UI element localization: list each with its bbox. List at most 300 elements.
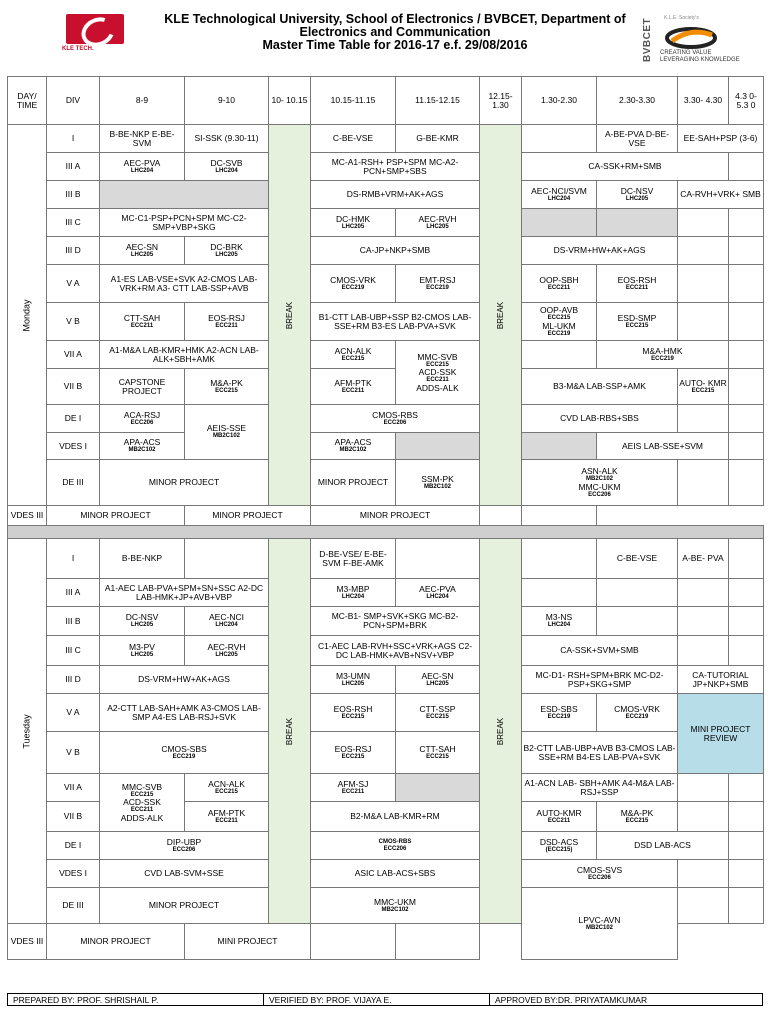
col-header-9-10: 9-10: [185, 77, 269, 125]
room-label: ECC215: [426, 361, 449, 368]
room-label: ECC219: [547, 713, 571, 720]
class-cell: C1-AEC LAB-RVH+SSC+VRK+AGS C2-DC LAB-HMK+AVB+NSV+VBP: [311, 636, 480, 666]
div-cell: III C: [47, 636, 100, 666]
div-cell: VII A: [47, 774, 100, 802]
class-cell: MC-A1-RSH+ PSP+SPM MC-A2- PCN+SMP+SBS: [311, 153, 480, 181]
class-cell: EMT-RSJ ECC219: [396, 265, 480, 303]
bvbcet-logo-vertical-text: BVBCET: [642, 17, 653, 63]
div-cell: VII B: [47, 802, 100, 832]
room-label: MB2C102: [585, 476, 613, 482]
class-cell: APA-ACS MB2C102: [100, 433, 185, 460]
empty-cell: [522, 539, 597, 579]
room-label: ECC219: [341, 284, 365, 291]
div-cell: I: [47, 539, 100, 579]
class-cell: A-BE- PVA: [678, 539, 729, 579]
class-cell: AEC-SN LHC205: [396, 666, 480, 694]
class-cell: DC-NSV LHC205: [100, 607, 185, 636]
page-header: [0, 0, 768, 76]
empty-cell: [678, 888, 729, 924]
empty-cell: [729, 369, 764, 405]
room-label: MB2C102: [339, 447, 367, 454]
room-label: LHC204: [341, 593, 365, 600]
empty-cell: [729, 539, 764, 579]
table-row: [8, 303, 764, 341]
bvbcet-logo-small-text: K.L.E. Society's: [664, 15, 699, 21]
room-label: ECC215: [130, 791, 154, 798]
verified-by: VERIFIED BY: PROF. VIJAYA E.: [264, 994, 490, 1006]
class-cell: AFM-PTK ECC211: [185, 802, 269, 832]
class-cell: DS-VRM+HW+AK+AGS: [522, 237, 678, 265]
empty-cell: [729, 860, 764, 888]
table-row: [8, 460, 764, 506]
class-cell: EOS-RSH ECC215: [311, 694, 396, 732]
class-cell: AEC-RVH LHC205: [396, 209, 480, 237]
class-cell: LPVC-AVN MB2C102: [522, 888, 678, 960]
class-cell: DS-VRM+HW+AK+AGS: [100, 666, 269, 694]
div-cell: III A: [47, 153, 100, 181]
room-label: MB2C102: [212, 433, 240, 440]
room-label: LHC205: [426, 223, 449, 230]
div-cell: V B: [47, 303, 100, 341]
class-cell: ASN-ALK MB2C102 MMC-UKM ECC206: [522, 460, 678, 506]
class-cell: DC-NSV LHC205: [597, 181, 678, 209]
empty-cell: [729, 433, 764, 460]
empty-cell: [729, 209, 764, 237]
table-row: [8, 237, 764, 265]
room-label: ECC211: [130, 807, 154, 813]
class-cell: OOP-AVB ECC215 ML-UKM ECC219: [522, 303, 597, 341]
room-label: ECC206: [383, 419, 407, 426]
div-cell: DE I: [47, 832, 100, 860]
class-cell: ACN-ALK ECC215: [185, 774, 269, 802]
approved-by: APPROVED BY:DR. PRIYATAMKUMAR: [490, 994, 763, 1006]
empty-cell: [729, 237, 764, 265]
class-cell: MINOR PROJECT: [185, 506, 311, 526]
empty-cell: [522, 579, 597, 607]
class-cell: AEC-NCI/SVM LHC204: [522, 181, 597, 209]
room-label: ECC211: [547, 284, 571, 291]
class-cell: MMC-SVB ECC215 ACD-SSK ECC211 ADDS-ALK: [100, 774, 185, 832]
room-label: LHC204: [426, 593, 449, 600]
class-cell: CTT-SAH ECC211: [100, 303, 185, 341]
class-cell: EOS-RSJ ECC215: [311, 732, 396, 774]
class-cell: DSD-ACS (ECC215): [522, 832, 597, 860]
div-cell: DE III: [47, 460, 100, 506]
table-row: [8, 774, 764, 802]
col-header-div: DIV: [47, 77, 100, 125]
room-label: ECC211: [215, 322, 238, 329]
break-column-lunch: [480, 539, 522, 924]
room-label: MB2C102: [423, 483, 451, 490]
room-label: ECC215: [341, 355, 365, 362]
empty-cell: [396, 539, 480, 579]
class-cell: CMOS-SVS ECC206: [522, 860, 678, 888]
room-label: ECC211: [547, 817, 571, 824]
class-cell: ASIC LAB-ACS+SBS: [311, 860, 480, 888]
class-cell: MC-B1- SMP+SVK+SKG MC-B2- PCN+SPM+BRK: [311, 607, 480, 636]
class-cell: G-BE-KMR: [396, 125, 480, 153]
room-label: ECC206: [588, 874, 611, 881]
class-cell: AEIS LAB-SSE+SVM: [597, 433, 729, 460]
bvbcet-swirl-icon: [662, 25, 720, 51]
table-row: [8, 694, 764, 732]
table-row: [8, 209, 764, 237]
class-cell: MMC-UKM MB2C102: [311, 888, 480, 924]
div-cell: III B: [47, 607, 100, 636]
class-cell: SSM-PK MB2C102: [396, 460, 480, 506]
room-label: LHC205: [130, 622, 154, 629]
empty-cell: [678, 209, 729, 237]
empty-cell: [729, 636, 764, 666]
class-cell: A1-ACN LAB- SBH+AMK A4-M&A LAB-RSJ+SSP: [522, 774, 678, 802]
title-line-3: Master Time Table for 2016-17 e.f. 29/08/2016: [262, 38, 528, 52]
day-label-monday: Monday: [21, 298, 32, 332]
table-row: [8, 888, 764, 924]
col-header-130-230: 1.30-2.30: [522, 77, 597, 125]
empty-cell: [729, 265, 764, 303]
class-cell: CA-TUTORIAL JP+NKP+SMB: [678, 666, 764, 694]
empty-cell: [678, 774, 729, 802]
empty-cell: [678, 265, 729, 303]
class-cell: M3-NS LHC204: [522, 607, 597, 636]
class-cell: DS-RMB+VRM+AK+AGS: [311, 181, 480, 209]
bvbcet-logo: [642, 13, 762, 69]
room-label: LHC205: [341, 223, 365, 230]
class-cell: DIP-UBP ECC206: [100, 832, 269, 860]
empty-cell: [729, 888, 764, 924]
class-cell: AEIS-SSE MB2C102: [185, 405, 269, 460]
empty-cell: [729, 303, 764, 341]
class-cell: B-BE-NKP: [100, 539, 185, 579]
empty-cell: [678, 636, 729, 666]
empty-cell: [396, 433, 480, 460]
table-row: [8, 666, 764, 694]
class-cell: AEC-PVA LHC204: [100, 153, 185, 181]
empty-cell: [678, 460, 729, 506]
day-label-tuesday: Tuesday: [21, 713, 32, 749]
room-label: ECC215: [547, 315, 571, 321]
div-cell: III A: [47, 579, 100, 607]
empty-cell: [678, 579, 729, 607]
empty-cell: [100, 181, 269, 209]
room-label: ECC219: [426, 284, 449, 291]
class-cell: DSD LAB-ACS: [597, 832, 729, 860]
class-cell: B1-CTT LAB-UBP+SSP B2-CMOS LAB-SSE+RM B3-ES LAB-PVA+SVK: [311, 303, 480, 341]
div-cell: VDES I: [47, 433, 100, 460]
room-label: ECC215: [341, 753, 365, 760]
room-label: ECC211: [341, 387, 365, 394]
class-cell: CMOS-SBS ECC219: [100, 732, 269, 774]
table-row: [8, 732, 764, 774]
empty-cell: [522, 209, 597, 237]
empty-cell: [185, 539, 269, 579]
class-cell: CMOS-RBS ECC206: [311, 405, 480, 433]
class-cell: AFM-PTK ECC211: [311, 369, 396, 405]
col-header-1115-1215: 11.15-12.15: [396, 77, 480, 125]
empty-cell: [311, 924, 396, 960]
room-label: ECC215: [691, 387, 715, 394]
class-cell: SI-SSK (9.30-11): [185, 125, 269, 153]
class-cell: DC-SVB LHC204: [185, 153, 269, 181]
empty-cell: [678, 303, 729, 341]
table-row: [8, 125, 764, 153]
room-label: ECC219: [651, 355, 674, 362]
kle-tech-logo: [62, 14, 128, 64]
class-cell: MMC-SVB ECC215 ACD-SSK ECC211 ADDS-ALK: [396, 341, 480, 405]
empty-cell: [729, 153, 764, 181]
class-cell: M3-UMN LHC205: [311, 666, 396, 694]
class-cell: A-BE-PVA D-BE-VSE: [597, 125, 678, 153]
kle-logo-mark-icon: [66, 14, 124, 44]
bvbcet-tagline-2: LEVERAGING KNOWLEDGE: [660, 57, 740, 63]
col-header-430-530: 4.3 0- 5.3 0: [729, 77, 764, 125]
room-label: ECC211: [341, 788, 365, 795]
break-column-morning: [269, 539, 311, 924]
room-label: ECC215: [625, 322, 649, 329]
day-cell-tuesday: [8, 539, 47, 924]
class-cell: MINI PROJECT: [185, 924, 311, 960]
div-cell: III C: [47, 209, 100, 237]
class-cell: MINOR PROJECT: [100, 888, 269, 924]
empty-cell: [396, 774, 480, 802]
table-row: [8, 636, 764, 666]
empty-cell: [522, 433, 597, 460]
table-row: [8, 832, 764, 860]
room-label: LHC204: [547, 195, 571, 202]
class-cell: OOP-SBH ECC211: [522, 265, 597, 303]
div-cell: VDES I: [47, 860, 100, 888]
header-row: [8, 77, 764, 125]
class-cell: CMOS-RBS ECC206: [311, 832, 480, 860]
room-label: LHC205: [130, 651, 154, 658]
break-column-lunch: [480, 125, 522, 506]
room-label: ECC211: [426, 377, 449, 383]
class-cell: AEC-PVA LHC204: [396, 579, 480, 607]
div-cell: V A: [47, 265, 100, 303]
class-cell: M3-MBP LHC204: [311, 579, 396, 607]
class-cell: CA-SSK+RM+SMB: [522, 153, 729, 181]
class-cell: ACN-ALK ECC215: [311, 341, 396, 369]
div-cell: III D: [47, 237, 100, 265]
empty-cell: [729, 460, 764, 506]
class-cell: A1-M&A LAB-KMR+HMK A2-ACN LAB-ALK+SBH+AMK: [100, 341, 269, 369]
class-cell: CTT-SSP ECC215: [396, 694, 480, 732]
class-cell: M3-PV LHC205: [100, 636, 185, 666]
class-cell: MINOR PROJECT: [311, 460, 396, 506]
class-cell: M&A-HMK ECC219: [597, 341, 729, 369]
div-cell: DE III: [47, 888, 100, 924]
break-label: BREAK: [285, 717, 294, 745]
room-label: MB2C102: [128, 447, 156, 454]
div-cell: V B: [47, 732, 100, 774]
class-cell: EOS-RSH ECC211: [597, 265, 678, 303]
class-cell: ESD-SMP ECC215: [597, 303, 678, 341]
class-cell: MC-D1- RSH+SPM+BRK MC-D2- PSP+SKG+SMP: [522, 666, 678, 694]
table-row: [8, 405, 764, 433]
class-cell: CA-JP+NKP+SMB: [311, 237, 480, 265]
empty-cell: [729, 341, 764, 369]
empty-cell: [480, 506, 522, 526]
class-cell: APA-ACS MB2C102: [311, 433, 396, 460]
class-cell: DC-BRK LHC205: [185, 237, 269, 265]
kle-logo-text: KLE TECH.: [62, 46, 94, 52]
room-label: MB2C102: [381, 906, 409, 913]
class-cell: B2-CTT LAB-UBP+AVB B3-CMOS LAB-SSE+RM B4-ES LAB-PVA+SVK: [522, 732, 678, 774]
table-row: [8, 369, 764, 405]
class-cell: M&A-PK ECC215: [597, 802, 678, 832]
break-column-morning: [269, 125, 311, 506]
page-title: [150, 13, 640, 52]
div-cell: DE I: [47, 405, 100, 433]
break-label: BREAK: [496, 717, 505, 745]
class-cell: AEC-RVH LHC205: [185, 636, 269, 666]
empty-cell: [678, 860, 729, 888]
class-cell: A1-AEC LAB-PVA+SPM+SN+SSC A2-DC LAB-HMK+JP+AVB+VBP: [100, 579, 269, 607]
room-label: ECC206: [588, 491, 611, 498]
empty-cell: [678, 607, 729, 636]
table-row: [8, 860, 764, 888]
class-cell: A1-ES LAB-VSE+SVK A2-CMOS LAB-VRK+RM A3- CTT LAB-SSP+AVB: [100, 265, 269, 303]
title-line-1: KLE Technological University, School of Electronics / BVBCET, Department of: [164, 12, 626, 26]
class-cell: CVD LAB-RBS+SBS: [522, 405, 678, 433]
empty-cell: [597, 607, 678, 636]
class-cell: B-BE-NKP E-BE-SVM: [100, 125, 185, 153]
room-label: (ECC215): [545, 846, 573, 853]
empty-cell: [522, 506, 597, 526]
mini-project-review-cell: MINI PROJECT REVIEW: [678, 694, 764, 774]
class-cell: CMOS-VRK ECC219: [311, 265, 396, 303]
empty-cell: [729, 802, 764, 832]
room-label: LHC205: [341, 680, 365, 687]
class-cell: A2-CTT LAB-SAH+AMK A3-CMOS LAB-SMP A4-ES LAB-RSJ+SVK: [100, 694, 269, 732]
class-cell: M&A-PK ECC215: [185, 369, 269, 405]
class-cell: CA-SSK+SVM+SMB: [522, 636, 678, 666]
room-label: ECC206: [130, 419, 154, 426]
table-row: [8, 181, 764, 209]
room-label: LHC204: [547, 622, 571, 629]
class-cell: AUTO-KMR ECC211: [522, 802, 597, 832]
room-label: ECC211: [130, 322, 154, 329]
room-label: ECC215: [341, 713, 365, 720]
class-cell: EOS-RSJ ECC211: [185, 303, 269, 341]
room-label: ECC211: [215, 817, 238, 824]
room-label: MB2C102: [585, 924, 613, 931]
empty-cell: [522, 341, 597, 369]
class-cell: ESD-SBS ECC219: [522, 694, 597, 732]
room-label: ECC215: [215, 788, 238, 795]
room-label: ECC215: [426, 753, 449, 760]
div-cell: VII B: [47, 369, 100, 405]
room-label: ECC219: [547, 330, 571, 337]
col-header-1215-130: 12.15- 1.30: [480, 77, 522, 125]
class-cell: AEC-SN LHC205: [100, 237, 185, 265]
day-cell-monday: [8, 125, 47, 506]
class-cell: CTT-SAH ECC215: [396, 732, 480, 774]
room-label: ECC206: [383, 845, 407, 852]
room-label: LHC205: [215, 651, 238, 658]
break-label: BREAK: [496, 301, 505, 329]
room-label: LHC204: [130, 167, 154, 174]
class-cell: CAPSTONE PROJECT: [100, 369, 185, 405]
room-label: LHC205: [130, 251, 154, 258]
table-row: [8, 341, 764, 369]
room-label: ECC215: [625, 817, 649, 824]
room-label: LHC205: [625, 195, 649, 202]
empty-cell: [729, 774, 764, 802]
class-cell: CMOS-VRK ECC219: [597, 694, 678, 732]
empty-cell: [729, 405, 764, 433]
room-label: ECC211: [625, 284, 649, 291]
class-cell: B3-M&A LAB-SSP+AMK: [522, 369, 678, 405]
empty-cell: [597, 209, 678, 237]
table-row: [8, 579, 764, 607]
class-cell: CVD LAB-SVM+SSE: [100, 860, 269, 888]
bvbcet-tagline-1: CREATING VALUE: [660, 50, 712, 56]
empty-cell: [597, 579, 678, 607]
class-cell: C-BE-VSE: [311, 125, 396, 153]
class-cell: MINOR PROJECT: [47, 924, 185, 960]
table-row: [8, 265, 764, 303]
class-cell: MINOR PROJECT: [311, 506, 480, 526]
class-cell: EE-SAH+PSP (3-6): [678, 125, 764, 153]
table-row: [8, 539, 764, 579]
empty-cell: [678, 237, 729, 265]
empty-cell: [678, 802, 729, 832]
empty-cell: [522, 125, 597, 153]
class-cell: MINOR PROJECT: [100, 460, 269, 506]
room-label: LHC205: [215, 251, 238, 258]
div-cell: III B: [47, 181, 100, 209]
table-row: [8, 506, 764, 526]
empty-cell: [729, 607, 764, 636]
room-label: LHC204: [215, 622, 238, 629]
class-cell: AUTO- KMR ECC215: [678, 369, 729, 405]
div-cell: I: [47, 125, 100, 153]
empty-cell: [729, 579, 764, 607]
class-cell: B2-M&A LAB-KMR+RM: [311, 802, 480, 832]
break-label: BREAK: [285, 301, 294, 329]
class-cell: CA-RVH+VRK+ SMB: [678, 181, 764, 209]
room-label: ECC215: [426, 713, 449, 720]
empty-cell: [729, 832, 764, 860]
class-cell: ACA-RSJ ECC206: [100, 405, 185, 433]
class-cell: AFM-SJ ECC211: [311, 774, 396, 802]
col-header-330-430: 3.30- 4.30: [678, 77, 729, 125]
table-row: [8, 153, 764, 181]
room-label: ECC219: [625, 713, 649, 720]
room-label: ECC219: [172, 753, 196, 760]
class-cell: D-BE-VSE/ E-BE-SVM F-BE-AMK: [311, 539, 396, 579]
col-header-230-330: 2.30-3.30: [597, 77, 678, 125]
class-cell: MINOR PROJECT: [47, 506, 185, 526]
day-separator: [8, 526, 764, 539]
col-header-10-1015: 10- 10.15: [269, 77, 311, 125]
signature-footer: [7, 993, 763, 1006]
table-row: [8, 607, 764, 636]
div-cell: III D: [47, 666, 100, 694]
class-cell: MC-C1-PSP+PCN+SPM MC-C2-SMP+VBP+SKG: [100, 209, 269, 237]
col-header-day-time: DAY/ TIME: [8, 77, 47, 125]
empty-cell: [396, 924, 480, 960]
class-cell: AEC-NCI LHC204: [185, 607, 269, 636]
class-cell: C-BE-VSE: [597, 539, 678, 579]
room-label: LHC204: [215, 167, 238, 174]
room-label: ECC215: [215, 387, 238, 394]
div-cell: V A: [47, 694, 100, 732]
col-header-1015-1115: 10.15-11.15: [311, 77, 396, 125]
empty-cell: [678, 405, 729, 433]
class-cell: DC-HMK LHC205: [311, 209, 396, 237]
